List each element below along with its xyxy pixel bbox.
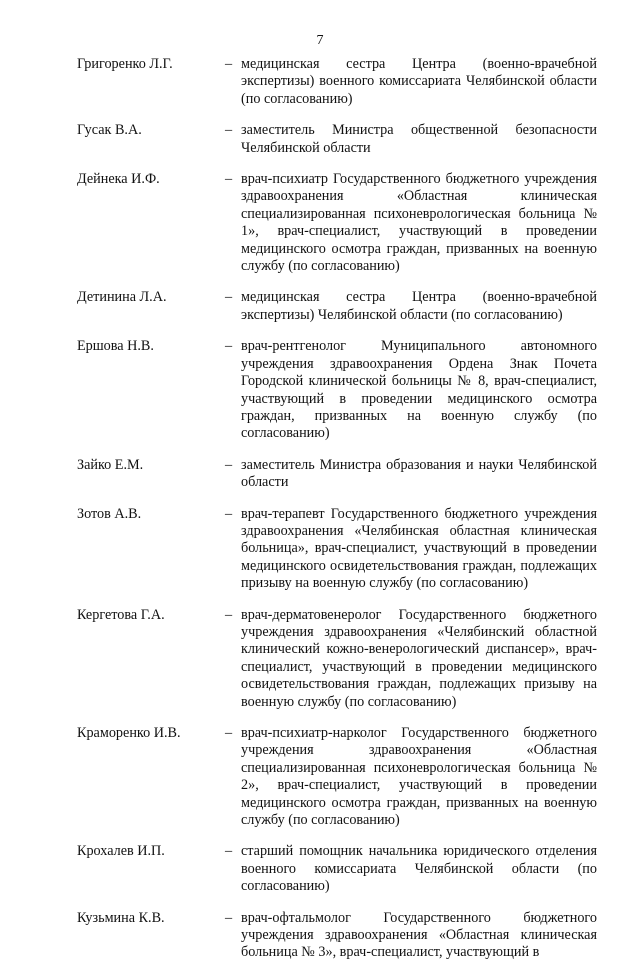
dash-separator: – — [225, 843, 233, 860]
member-position: старший помощник начальника юридического отделения военного комиссариата Челябинской области (по согласованию) — [241, 843, 597, 895]
dash-separator: – — [225, 338, 233, 355]
member-name: Дейнека И.Ф. — [77, 171, 160, 188]
list-item — [0, 506, 640, 593]
member-position: медицинская сестра Центра (военно-врачебной экспертизы) Челябинской области (по согласованию) — [241, 289, 597, 323]
member-name: Гусак В.А. — [77, 122, 142, 139]
member-position: врач-психиатр-нарколог Государственного бюджетного учреждения здравоохранения «Областная специализированная психоневрологическая больница № 2», врач-специалист, участвующий в проведении медицинского осмотра граждан, призванных на военную службу (по согласованию) — [241, 725, 597, 829]
member-name: Григоренко Л.Г. — [77, 56, 173, 72]
list-item — [0, 171, 640, 275]
member-name: Краморенко И.В. — [77, 725, 181, 741]
member-position: заместитель Министра общественной безопасности Челябинской области — [241, 122, 597, 156]
dash-separator: – — [225, 171, 233, 188]
dash-separator: – — [225, 56, 233, 72]
dash-separator: – — [225, 606, 233, 623]
page-number: 7 — [316, 33, 324, 48]
list-item — [0, 56, 640, 108]
member-position: врач-рентгенолог Муниципального автономного учреждения здравоохранения Ордена Знак Почета Городской клинической больницы № 8, врач-специалист, участвующий в проведении медицинского осмотра граждан, призванных на военную службу (по согласованию) — [241, 338, 597, 442]
list-item — [0, 457, 640, 492]
member-name: Зайко Е.М. — [77, 456, 144, 473]
list-item — [0, 338, 640, 442]
member-name: Крохалев И.П. — [77, 843, 165, 860]
member-position: медицинская сестра Центра (военно-врачебной экспертизы) военного комиссариата Челябинской области (по согласованию) — [241, 56, 597, 107]
list-item — [0, 843, 640, 895]
member-position: врач-дерматовенеролог Государственного бюджетного учреждения здравоохранения «Челябинский областной клинический кожно-венерологический диспансер», врач-специалист, участвующий в проведении медицинского освидетельствования граждан, подлежащих призыву на военную службу (по согласованию) — [241, 606, 597, 710]
member-name: Детинина Л.А. — [77, 289, 167, 306]
dash-separator: – — [225, 122, 233, 139]
dash-separator: – — [225, 505, 233, 522]
member-name: Кузьмина К.В. — [77, 909, 165, 926]
member-position: врач-офтальмолог Государственного бюджетного учреждения здравоохранения «Областная клиническая больница № 3», врач-специалист, участвующий в — [241, 909, 597, 961]
list-item — [0, 122, 640, 157]
commission-member-list — [0, 56, 640, 976]
member-name: Зотов А.В. — [77, 505, 142, 522]
list-item — [0, 607, 640, 711]
member-position: врач-психиатр Государственного бюджетного учреждения здравоохранения «Областная клиническая специализированная психоневрологическая больница № 1», врач-специалист, участвующий в проведении медицинского осмотра граждан, призванных на военную службу (по согласованию) — [241, 171, 597, 275]
member-name: Кергетова Г.А. — [77, 606, 165, 623]
member-position: заместитель Министра образования и науки Челябинской области — [241, 456, 597, 491]
dash-separator: – — [225, 909, 233, 926]
member-name: Ершова Н.В. — [77, 338, 154, 355]
list-item — [0, 725, 640, 829]
dash-separator: – — [225, 289, 233, 306]
member-position: врач-терапевт Государственного бюджетного учреждения здравоохранения «Челябинская областная клиническая больница», врач-специалист, участвующий в проведении медицинского освидетельствования граждан, подлежащих призыву на военную службу (по согласованию) — [241, 505, 597, 592]
dash-separator: – — [225, 725, 233, 741]
list-item — [0, 289, 640, 324]
dash-separator: – — [225, 456, 233, 473]
list-item — [0, 910, 640, 962]
